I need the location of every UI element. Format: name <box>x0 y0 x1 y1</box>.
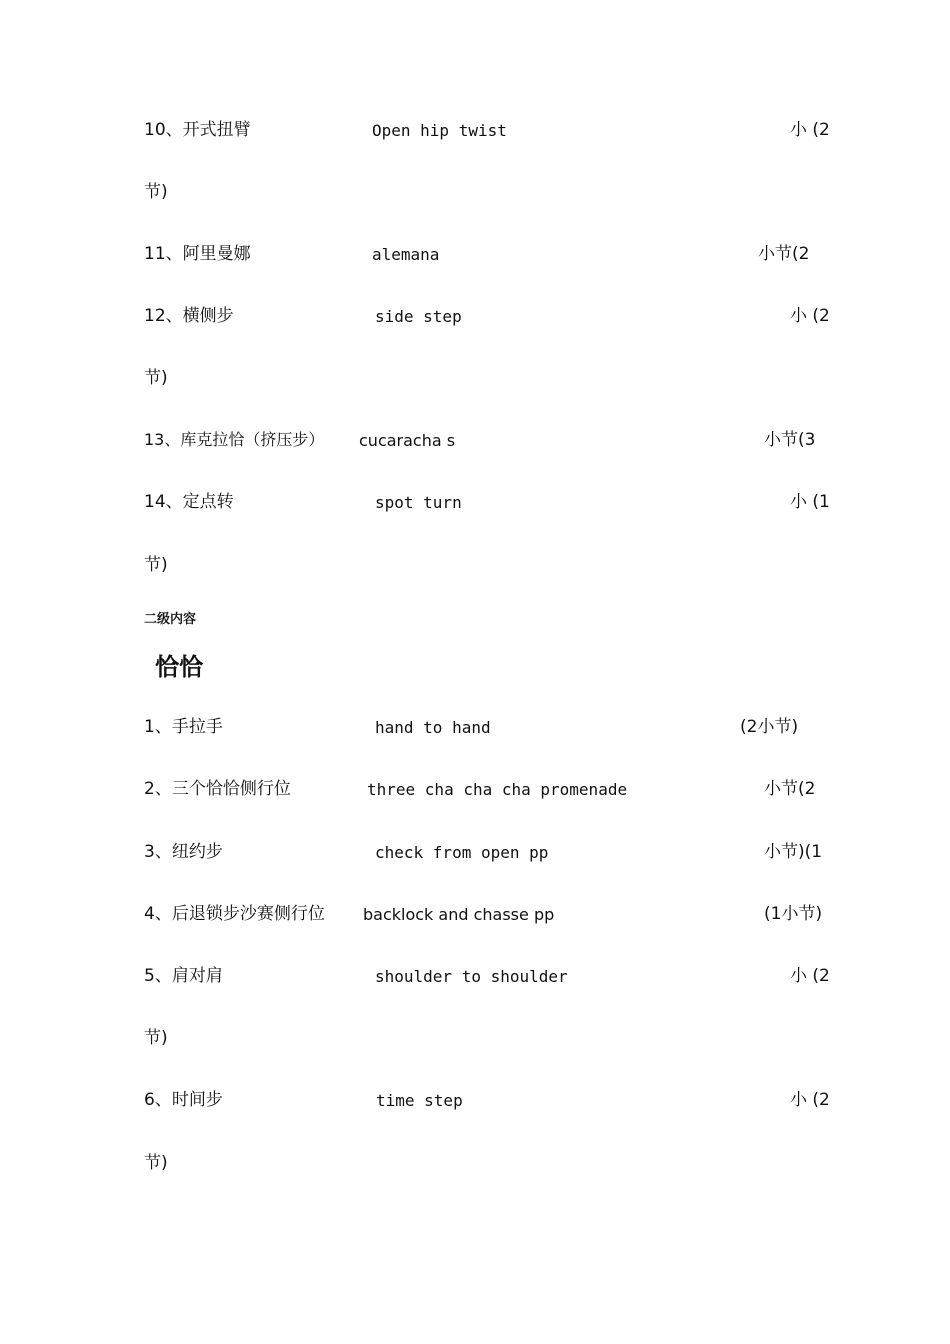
item-12-english: side step <box>375 307 462 326</box>
item-6-english: time step <box>376 1091 463 1110</box>
item-6-count: 小 (2 <box>790 1090 830 1110</box>
item-3-name: 3、纽约步 <box>144 842 223 862</box>
item-14-english: spot turn <box>375 493 462 512</box>
item-1-english: hand to hand <box>375 718 491 737</box>
item-10-count: 小 (2 <box>790 120 830 140</box>
item-5-count-wrap: 节) <box>144 1028 168 1048</box>
item-4-english: backlock and chasse pp <box>363 905 555 924</box>
item-14-count-wrap: 节) <box>144 555 168 575</box>
item-11-english: alemana <box>372 245 440 264</box>
item-2-english: three cha cha cha promenade <box>367 780 628 799</box>
item-1-name: 1、手拉手 <box>144 717 223 737</box>
item-5-name: 5、肩对肩 <box>144 966 223 986</box>
item-14-name: 14、定点转 <box>144 492 234 512</box>
item-13-count: 小节(3 <box>764 430 816 450</box>
item-13-english: cucaracha s <box>359 431 456 450</box>
item-5-english: shoulder to shoulder <box>375 967 568 986</box>
item-6-count-wrap: 节) <box>144 1153 168 1173</box>
item-6-name: 6、时间步 <box>144 1090 223 1110</box>
item-4-name: 4、后退锁步沙赛侧行位 <box>144 904 325 924</box>
item-10-english: Open hip twist <box>372 121 507 140</box>
section-label: 二级内容 <box>144 612 197 627</box>
item-11-name: 11、阿里曼娜 <box>144 244 251 264</box>
item-14-count: 小 (1 <box>790 492 830 512</box>
item-3-count: 小节)(1 <box>764 842 823 862</box>
item-12-count: 小 (2 <box>790 306 830 326</box>
item-1-count: (2小节) <box>740 717 799 737</box>
item-10-name: 10、开式扭臂 <box>144 120 251 140</box>
item-13-name: 13、库克拉恰（挤压步） <box>144 430 325 449</box>
item-12-count-wrap: 节) <box>144 368 168 388</box>
item-2-name: 2、三个恰恰侧行位 <box>144 779 291 799</box>
item-3-english: check from open pp <box>375 843 549 862</box>
item-12-name: 12、横侧步 <box>144 306 234 326</box>
dance-heading: 恰恰 <box>155 653 203 681</box>
item-5-count: 小 (2 <box>790 966 830 986</box>
item-11-count: 小节(2 <box>758 244 810 264</box>
item-4-count: (1小节) <box>764 904 823 924</box>
item-10-count-wrap: 节) <box>144 182 168 202</box>
item-2-count: 小节(2 <box>764 779 816 799</box>
